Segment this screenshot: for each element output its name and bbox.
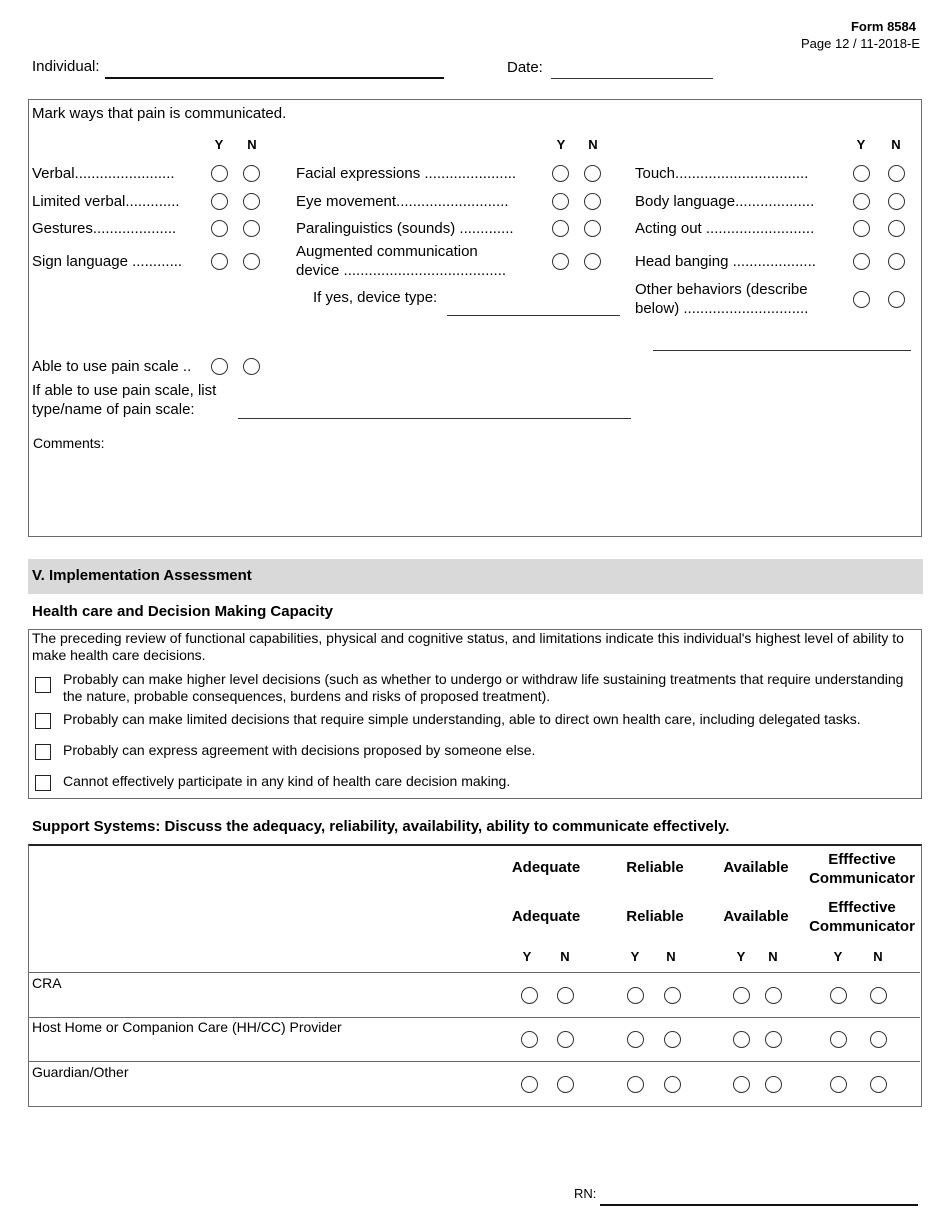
cra-effective-yes-radio[interactable] [830, 987, 847, 1004]
pain-item-augmented-device-label-line1: Augmented communication [296, 243, 478, 260]
device-type-field[interactable] [447, 315, 620, 316]
individual-label: Individual: [32, 58, 100, 75]
decision-option-2-checkbox[interactable] [35, 713, 51, 729]
body-language-no-radio[interactable] [888, 193, 905, 210]
col-effective-repeat-line1: Efffective [828, 899, 896, 916]
reliable-n-header: N [666, 949, 676, 964]
cra-available-no-radio[interactable] [765, 987, 782, 1004]
pain-scale-type-label-line2: type/name of pain scale: [32, 401, 195, 418]
pain-item-sign-language-label: Sign language ............ [32, 253, 183, 270]
acting-out-no-radio[interactable] [888, 220, 905, 237]
available-y-header: Y [736, 949, 746, 964]
hhcc-effective-no-radio[interactable] [870, 1031, 887, 1048]
col3-y-header: Y [856, 137, 866, 152]
col-available-header-repeat: Available [723, 908, 789, 925]
rn-signature-field[interactable] [600, 1204, 918, 1206]
section-title: V. Implementation Assessment [32, 567, 252, 584]
guardian-available-yes-radio[interactable] [733, 1076, 750, 1093]
date-label: Date: [507, 59, 543, 76]
cra-reliable-no-radio[interactable] [664, 987, 681, 1004]
cra-adequate-no-radio[interactable] [557, 987, 574, 1004]
eye-movement-yes-radio[interactable] [552, 193, 569, 210]
col3-n-header: N [891, 137, 901, 152]
col-effective-repeat-line2: Communicator [809, 918, 915, 935]
pain-item-paralinguistics-label: Paralinguistics (sounds) ............. [296, 220, 514, 237]
pain-item-verbal-label: Verbal........................ [32, 165, 175, 182]
hhcc-available-no-radio[interactable] [765, 1031, 782, 1048]
facial-expressions-no-radio[interactable] [584, 165, 601, 182]
device-type-label: If yes, device type: [313, 289, 438, 306]
cra-effective-no-radio[interactable] [870, 987, 887, 1004]
col-effective-line2: Communicator [809, 870, 915, 887]
facial-expressions-yes-radio[interactable] [552, 165, 569, 182]
adequate-y-header: Y [522, 949, 532, 964]
eye-movement-no-radio[interactable] [584, 193, 601, 210]
verbal-no-radio[interactable] [243, 165, 260, 182]
available-n-header: N [768, 949, 778, 964]
pain-item-head-banging-label: Head banging .................... [635, 253, 816, 270]
effective-y-header: Y [833, 949, 843, 964]
support-heading: Support Systems: Discuss the adequacy, reliability, availability, ability to communicate effectively. [32, 818, 730, 835]
paralinguistics-yes-radio[interactable] [552, 220, 569, 237]
sign-language-yes-radio[interactable] [211, 253, 228, 270]
pain-item-limited-verbal-label: Limited verbal............. [32, 193, 180, 210]
decision-option-4-label: Cannot effectively participate in any kind of health care decision making. [63, 773, 511, 789]
sign-language-no-radio[interactable] [243, 253, 260, 270]
head-banging-yes-radio[interactable] [853, 253, 870, 270]
col2-n-header: N [588, 137, 598, 152]
col-reliable-header: Reliable [626, 859, 684, 876]
comments-label: Comments: [33, 435, 105, 451]
limited-verbal-yes-radio[interactable] [211, 193, 228, 210]
row-divider [28, 1017, 920, 1018]
individual-field[interactable] [105, 77, 444, 79]
cra-reliable-yes-radio[interactable] [627, 987, 644, 1004]
pain-scale-no-radio[interactable] [243, 358, 260, 375]
date-field[interactable] [551, 78, 713, 79]
decision-option-4-checkbox[interactable] [35, 775, 51, 791]
pain-item-gestures-label: Gestures.................... [32, 220, 177, 237]
decision-option-1-checkbox[interactable] [35, 677, 51, 693]
col-effective-communicator-header-repeat [802, 898, 922, 936]
hhcc-reliable-yes-radio[interactable] [627, 1031, 644, 1048]
guardian-effective-yes-radio[interactable] [830, 1076, 847, 1093]
reliable-y-header: Y [630, 949, 640, 964]
decision-intro-line1: The preceding review of functional capabilities, physical and cognitive status, and limitations indicate this individual's highest level of ability to [32, 630, 904, 646]
head-banging-no-radio[interactable] [888, 253, 905, 270]
guardian-reliable-yes-radio[interactable] [627, 1076, 644, 1093]
pain-scale-type-label-line1: If able to use pain scale, list [32, 382, 217, 399]
guardian-reliable-no-radio[interactable] [664, 1076, 681, 1093]
col1-n-header: N [247, 137, 257, 152]
pain-scale-label: Able to use pain scale .. [32, 358, 192, 375]
support-row-hhcc-label: Host Home or Companion Care (HH/CC) Provider [32, 1019, 342, 1035]
touch-yes-radio[interactable] [853, 165, 870, 182]
pain-item-other-behaviors-label-line1: Other behaviors (describe [635, 281, 808, 298]
pain-item-other-behaviors-label-line2: below) .............................. [635, 300, 809, 317]
cra-adequate-yes-radio[interactable] [521, 987, 538, 1004]
pain-scale-type-field[interactable] [238, 418, 631, 419]
pain-item-facial-expressions-label: Facial expressions ...................... [296, 165, 517, 182]
support-systems-table [28, 844, 922, 1107]
decision-option-3-label: Probably can express agreement with decisions proposed by someone else. [63, 742, 536, 758]
page-info: Page 12 / 11-2018-E [800, 36, 920, 51]
effective-n-header: N [873, 949, 883, 964]
hhcc-effective-yes-radio[interactable] [830, 1031, 847, 1048]
row-divider [28, 972, 920, 973]
gestures-yes-radio[interactable] [211, 220, 228, 237]
decision-option-3-checkbox[interactable] [35, 744, 51, 760]
cra-available-yes-radio[interactable] [733, 987, 750, 1004]
col-adequate-header: Adequate [511, 859, 581, 876]
verbal-yes-radio[interactable] [211, 165, 228, 182]
augmented-device-no-radio[interactable] [584, 253, 601, 270]
pain-instruction: Mark ways that pain is communicated. [32, 105, 287, 122]
pain-item-eye-movement-label: Eye movement........................... [296, 193, 509, 210]
col2-y-header: Y [556, 137, 566, 152]
guardian-effective-no-radio[interactable] [870, 1076, 887, 1093]
hhcc-adequate-no-radio[interactable] [557, 1031, 574, 1048]
col-effective-line1: Efffective [828, 851, 896, 868]
comments-field[interactable] [30, 455, 920, 535]
decision-heading: Health care and Decision Making Capacity [32, 603, 333, 620]
other-behaviors-yes-radio[interactable] [853, 291, 870, 308]
paralinguistics-no-radio[interactable] [584, 220, 601, 237]
augmented-device-yes-radio[interactable] [552, 253, 569, 270]
decision-option-2-label: Probably can make limited decisions that require simple understanding, able to direct own health care, including delegated tasks. [63, 711, 861, 727]
guardian-adequate-no-radio[interactable] [557, 1076, 574, 1093]
guardian-available-no-radio[interactable] [765, 1076, 782, 1093]
pain-scale-yes-radio[interactable] [211, 358, 228, 375]
col-adequate-header-repeat: Adequate [511, 908, 581, 925]
hhcc-adequate-yes-radio[interactable] [521, 1031, 538, 1048]
rn-label: RN: [574, 1186, 597, 1201]
limited-verbal-no-radio[interactable] [243, 193, 260, 210]
pain-item-touch-label: Touch................................ [635, 165, 809, 182]
col1-y-header: Y [214, 137, 224, 152]
col-reliable-header-repeat: Reliable [626, 908, 684, 925]
hhcc-available-yes-radio[interactable] [733, 1031, 750, 1048]
decision-intro-line2: make health care decisions. [32, 647, 206, 663]
touch-no-radio[interactable] [888, 165, 905, 182]
body-language-yes-radio[interactable] [853, 193, 870, 210]
row-divider [28, 1061, 920, 1062]
other-behaviors-no-radio[interactable] [888, 291, 905, 308]
support-row-cra-label: CRA [32, 975, 62, 991]
adequate-n-header: N [560, 949, 570, 964]
decision-option-1-line1: Probably can make higher level decisions (such as whether to undergo or withdraw life sustaining treatments that require understanding [63, 671, 904, 687]
pain-item-augmented-device-label-line2: device ....................................... [296, 262, 507, 279]
other-behaviors-field[interactable] [653, 350, 911, 351]
guardian-adequate-yes-radio[interactable] [521, 1076, 538, 1093]
pain-item-body-language-label: Body language................... [635, 193, 815, 210]
col-available-header: Available [723, 859, 789, 876]
hhcc-reliable-no-radio[interactable] [664, 1031, 681, 1048]
decision-option-1-line2: the nature, probable consequences, burdens and risks of proposed treatment). [63, 688, 551, 704]
acting-out-yes-radio[interactable] [853, 220, 870, 237]
gestures-no-radio[interactable] [243, 220, 260, 237]
form-number: Form 8584 [850, 19, 916, 34]
support-row-guardian-label: Guardian/Other [32, 1064, 129, 1080]
col-effective-communicator-header [802, 850, 922, 888]
pain-item-acting-out-label: Acting out .......................... [635, 220, 815, 237]
